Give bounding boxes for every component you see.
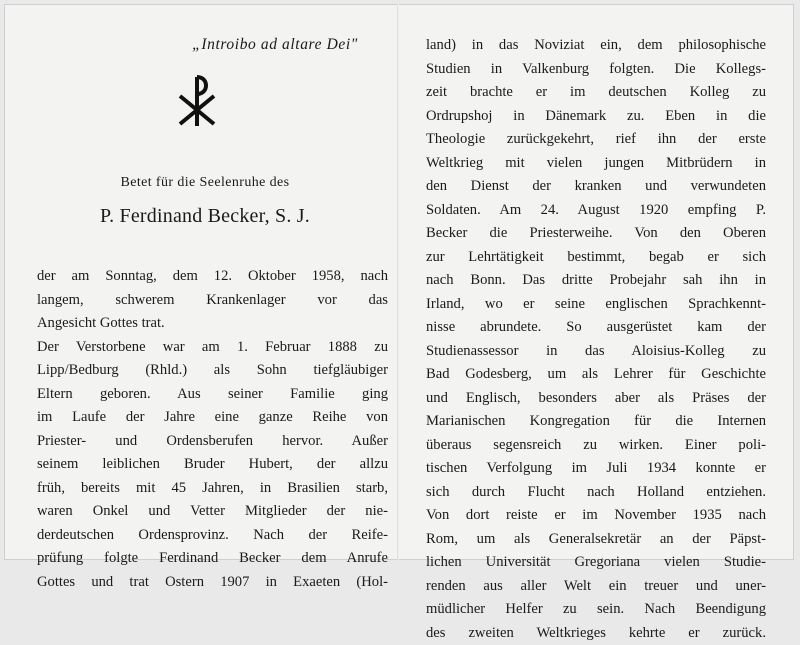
chi-rho-icon xyxy=(176,72,218,128)
prayer-line: Betet für die Seelenruhe des xyxy=(90,175,320,191)
text-line: müdlicher Helfer zu sein. Nach Beendigung xyxy=(426,598,766,622)
text-line: prüfung folgte Ferdinand Becker dem Anrufe xyxy=(37,547,388,571)
text-line: renden aus aller Welt ein treuer und uner- xyxy=(426,575,766,599)
text-line: Von dort reiste er im November 1935 nach xyxy=(426,504,766,528)
text-line: Marianischen Kongregation für die Internen xyxy=(426,410,766,434)
text-line: überaus segensreich zu wirken. Einer poli- xyxy=(426,434,766,458)
text-line: des zweiten Weltkrieges kehrte er zurück. xyxy=(426,622,766,645)
text-line: land) in das Noviziat ein, dem philosophische xyxy=(426,34,766,58)
text-line: lichen Universität Gregoriana vielen Studie- xyxy=(426,551,766,575)
text-line: tischen Verfolgung im Juli 1934 konnte er xyxy=(426,457,766,481)
text-line: Becker die Priesterweihe. Von den Oberen xyxy=(426,222,766,246)
right-column-text xyxy=(426,34,766,645)
text-line: Bad Godesberg, um als Lehrer für Geschichte xyxy=(426,363,766,387)
text-line: zeit brachte er im deutschen Kolleg zu xyxy=(426,81,766,105)
text-line: nisse abrundete. So ausgerüstet kam der xyxy=(426,316,766,340)
text-line: Soldaten. Am 24. August 1920 empfing P. xyxy=(426,199,766,223)
card-fold xyxy=(397,4,399,560)
text-line: Studienassessor in das Aloisius-Kolleg zu xyxy=(426,340,766,364)
text-line: Weltkrieg mit vielen jungen Mitbrüdern in xyxy=(426,152,766,176)
text-line: Angesicht Gottes trat. xyxy=(37,312,388,336)
text-line: Der Verstorbene war am 1. Februar 1888 zu xyxy=(37,336,388,360)
text-line: im Laufe der Jahre eine ganze Reihe von xyxy=(37,406,388,430)
text-line: Irland, wo er seine englischen Sprachkennt- xyxy=(426,293,766,317)
text-line: zur Lehrtätigkeit bestimmt, begab er sich xyxy=(426,246,766,270)
text-line: früh, bereits mit 45 Jahren, in Brasilien starb, xyxy=(37,477,388,501)
deceased-name: P. Ferdinand Becker, S. J. xyxy=(85,205,325,228)
text-line: Gottes und trat Ostern 1907 in Exaeten (Hol- xyxy=(37,571,388,595)
latin-motto: „Introibo ad altare Dei" xyxy=(160,36,390,54)
text-line: Rom, um als Generalsekretär an der Päpst- xyxy=(426,528,766,552)
text-line: sich durch Flucht nach Holland entziehen. xyxy=(426,481,766,505)
text-line: nach Bonn. Das dritte Probejahr sah ihn in xyxy=(426,269,766,293)
text-line: Priester- und Ordensberufen hervor. Außer xyxy=(37,430,388,454)
text-line: und Englisch, besonders aber als Präses der xyxy=(426,387,766,411)
left-column-text xyxy=(37,265,388,594)
text-line: langem, schwerem Krankenlager vor das xyxy=(37,289,388,313)
text-line: der am Sonntag, dem 12. Oktober 1958, nach xyxy=(37,265,388,289)
text-line: den Dienst der kranken und verwundeten xyxy=(426,175,766,199)
text-line: Lipp/Bedburg (Rhld.) als Sohn tiefgläubiger xyxy=(37,359,388,383)
text-line: Ordrupshoj in Dänemark zu. Eben in die xyxy=(426,105,766,129)
text-line: Eltern geboren. Aus seiner Familie ging xyxy=(37,383,388,407)
text-line: Theologie zurückgekehrt, rief ihn der erste xyxy=(426,128,766,152)
text-line: seinem leiblichen Bruder Hubert, der allzu xyxy=(37,453,388,477)
text-line: waren Onkel und Vetter Mitglieder der nie- xyxy=(37,500,388,524)
text-line: Studien in Valkenburg folgten. Die Kollegs- xyxy=(426,58,766,82)
text-line: derdeutschen Ordensprovinz. Nach der Reife- xyxy=(37,524,388,548)
